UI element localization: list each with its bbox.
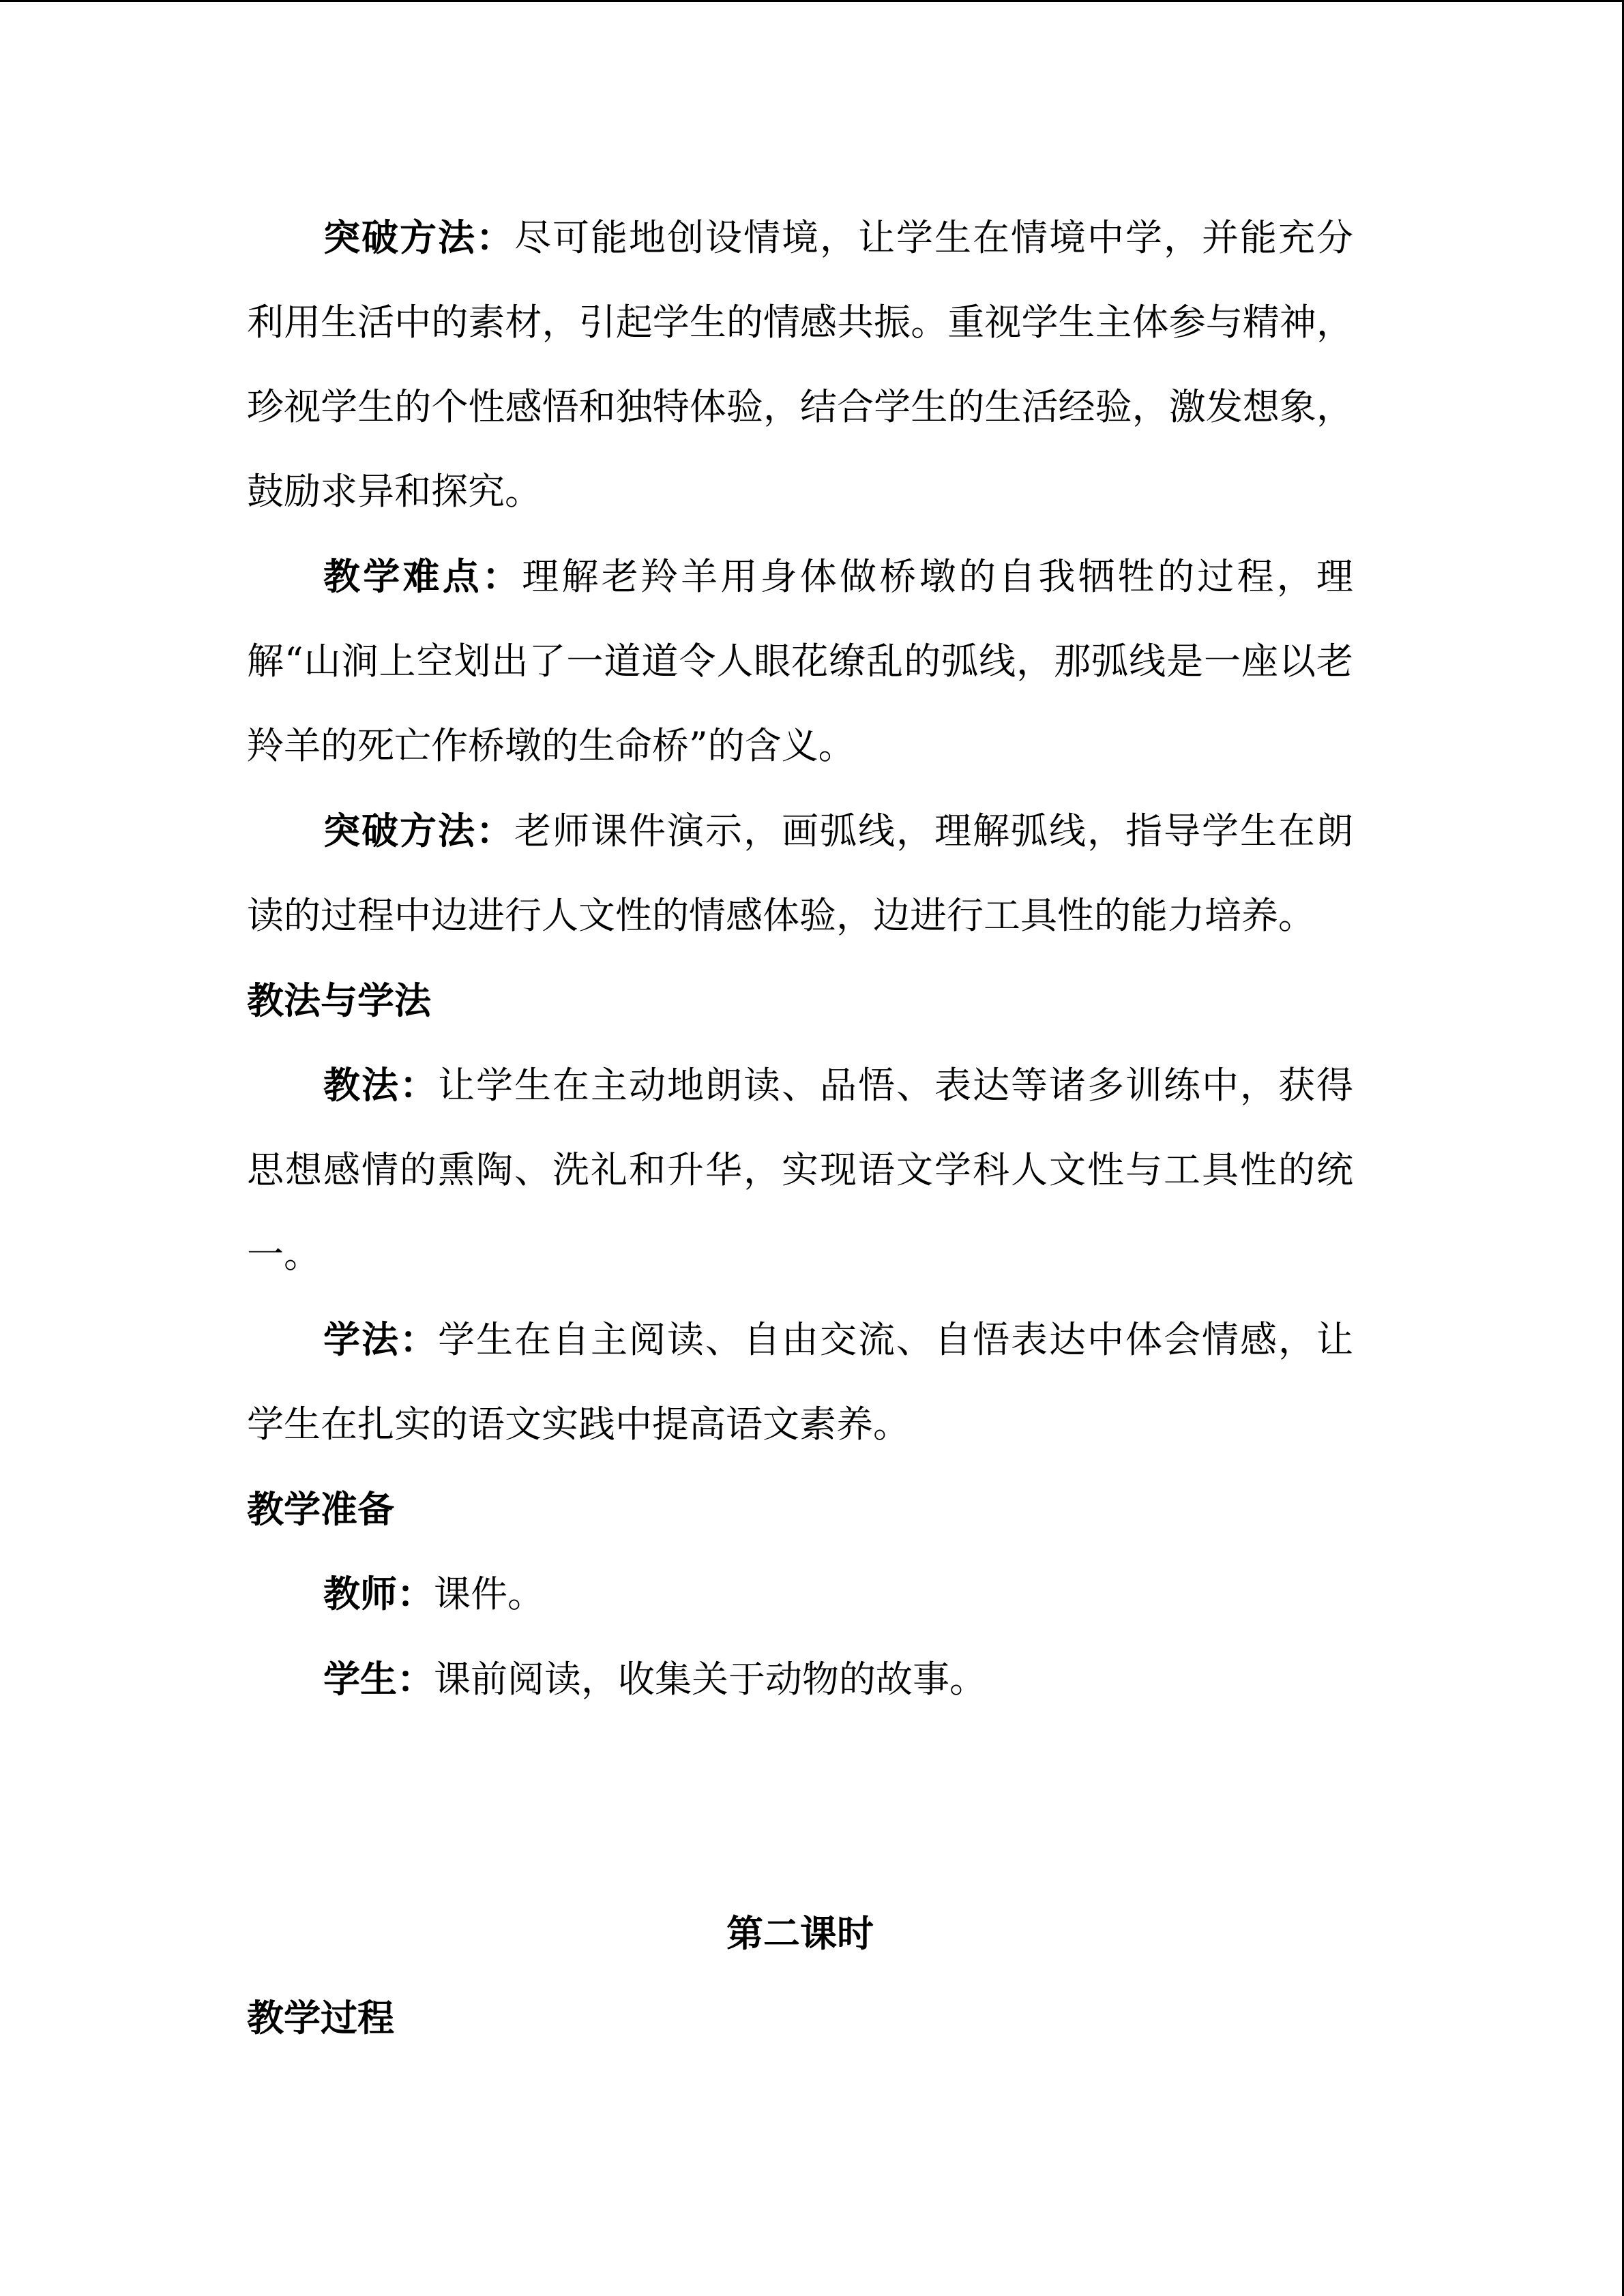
page-top-border bbox=[0, 0, 1624, 2]
paragraph-lead: 学生： bbox=[323, 1657, 434, 1701]
paragraph-lead: 教学难点： bbox=[323, 554, 522, 598]
paragraph-lead: 教师： bbox=[323, 1572, 434, 1615]
section-heading-process: 教学过程 bbox=[247, 1996, 394, 2040]
lesson-title: 第二课时 bbox=[726, 1911, 874, 1955]
paragraph-learning-method bbox=[247, 1297, 1353, 1467]
paragraph-teaching-difficulty bbox=[247, 534, 1353, 788]
paragraph-text: 课前阅读，收集关于动物的故事。 bbox=[434, 1658, 986, 1701]
blank-line bbox=[247, 1806, 1353, 1891]
blank-line bbox=[247, 1722, 1353, 1806]
paragraph-lead: 学法： bbox=[323, 1317, 438, 1361]
paragraph-teaching-method bbox=[247, 1043, 1353, 1297]
paragraph-lead: 教法： bbox=[323, 1063, 438, 1107]
section-heading-preparation: 教学准备 bbox=[247, 1487, 394, 1531]
paragraph-text: 学生在自主阅读、自由交流、自悟表达中体会情感，让学生在扎实的语文实践中提高语文素养。 bbox=[247, 1318, 1353, 1446]
paragraph-text: 理解老羚羊用身体做桥墩的自我牺牲的过程，理解“山涧上空划出了一道道令人眼花缭乱的弧线，那弧线是一座以老羚羊的死亡作桥墩的生命桥”的含义。 bbox=[247, 555, 1354, 767]
paragraph-student-prep bbox=[247, 1637, 1353, 1722]
paragraph-teacher-prep bbox=[247, 1551, 1353, 1637]
section-heading-methods: 教法与学法 bbox=[247, 979, 431, 1022]
paragraph-breakthrough-method-1 bbox=[247, 195, 1353, 534]
paragraph-text: 老师课件演示，画弧线，理解弧线，指导学生在朗读的过程中边进行人文性的情感体验，边进行工具性的能力培养。 bbox=[247, 809, 1353, 937]
paragraph-lead: 突破方法： bbox=[323, 215, 514, 259]
paragraph-text: 让学生在主动地朗读、品悟、表达等诸多训练中，获得思想感情的熏陶、洗礼和升华，实现语文学科人文性与工具性的统一。 bbox=[247, 1064, 1353, 1276]
paragraph-lead: 突破方法： bbox=[323, 809, 514, 852]
document-body bbox=[247, 195, 1353, 2060]
paragraph-text: 尽可能地创设情境，让学生在情境中学，并能充分利用生活中的素材，引起学生的情感共振。重视学生主体参与精神，珍视学生的个性感悟和独特体验，结合学生的生活经验，激发想象，鼓励求异和探究。 bbox=[247, 216, 1353, 513]
paragraph-breakthrough-method-2 bbox=[247, 788, 1353, 958]
paragraph-text: 课件。 bbox=[434, 1572, 544, 1615]
